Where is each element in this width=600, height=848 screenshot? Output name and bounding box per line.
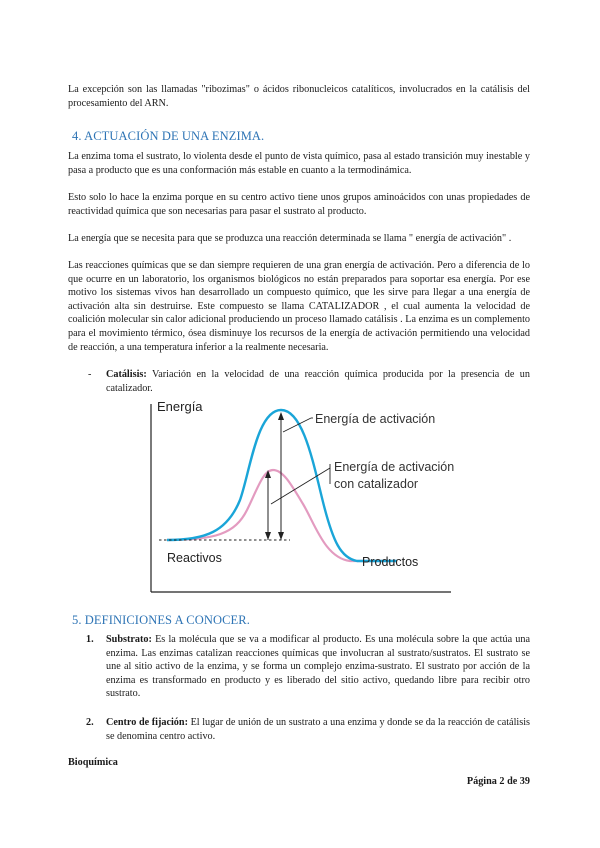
section-4-paragraph-3: La energía que se necesita para que se produzca una reacción determinada se llama " energía de activación" . <box>68 233 512 244</box>
definition-text: Substrato: Es la molécula que se va a modificar al producto. Es una molécula sobre la que actúa una enzima. Las enzimas catalizan reacciones químicas que involucran al sustrato/sustratos. El sustrato se une al sitio activo de la enzima, y se forma un complejo enzima-sustrato. El sustrato por acción de la enzima es transformado en producto y es liberado del sitio activo, quedando libre para recibir otro sustrato. <box>106 634 530 700</box>
definition-term: Centro de fijación: <box>106 717 188 728</box>
label-activation-energy: Energía de activación <box>315 412 436 426</box>
footer-subject: Bioquímica <box>68 757 118 768</box>
section-4-paragraph-4: Las reacciones químicas que se dan siempre requieren de una gran energía de activación. Pero a diferencia de lo que ocurre en un laboratorio, los organismos biológicos no están preparados para soportar esa energía. Por ese motivo los sistemas vivos han desarrollado un compuesto químico, que les sirve para llegar a una energía de activación alta sin destruirse. Este compuesto se llama CATALIZADOR , el cual aumenta la velocidad de coalición molecular sin calor adicional produciendo un proceso llamado catálisis . La enzima es un complemento para el movimiento térmico, ósea disminuye los recursos de la energía de activación permitiendo una velocidad de reacción, a una temperatura inferior a la realmente necesaria. <box>68 260 530 353</box>
section-5-heading: 5. DEFINICIONES A CONOCER. <box>72 613 250 627</box>
definition-text: Centro de fijación: El lugar de unión de un sustrato a una enzima y donde se da la reacción de catálisis se denomina centro activo. <box>106 717 530 742</box>
section-4-paragraph-2: Esto solo lo hace la enzima porque en su centro activo tiene unos grupos aminoácidos con unas propiedades de reactividad química que son necesarias para pasar el sustrato al producto. <box>68 192 530 217</box>
footer-page-number: Página 2 de 39 <box>466 776 530 787</box>
y-axis-label: Energía <box>157 399 203 414</box>
section-4-heading: 4. ACTUACIÓN DE UNA ENZIMA. <box>72 129 265 143</box>
activation-arrow-head-up <box>278 412 284 420</box>
section-4-paragraph-1: La enzima toma el sustrato, lo violenta desde el punto de vista químico, pasa al estado transición muy inestable y pasa a producto que es una conformación más estable en cuanto a la termodinámica. <box>68 151 530 176</box>
definition-number: 1. <box>86 634 94 645</box>
definition-term: Substrato: <box>106 634 152 645</box>
label-catalyzed-line-2: con catalizador <box>334 477 419 491</box>
label-productos: Productos <box>362 555 419 569</box>
catalysis-text: Variación en la velocidad de una reacción química producida por la presencia de un catalizador. <box>106 369 530 394</box>
label-catalyzed-line-1: Energía de activación <box>334 460 455 474</box>
label-reactivos: Reactivos <box>167 551 222 565</box>
intro-paragraph: La excepción son las llamadas "ribozimas" o ácidos ribonucleicos catalíticos, involucrados en la catálisis del procesamiento del ARN. <box>68 84 530 109</box>
definition-number: 2. <box>86 717 94 728</box>
activation-energy-chart <box>145 392 455 598</box>
bullet-dash: - <box>88 369 92 380</box>
catalysis-term: Catálisis: <box>106 369 147 380</box>
activation-arrow-head-down <box>278 532 284 540</box>
catalyzed-arrow-head-down <box>265 532 271 540</box>
